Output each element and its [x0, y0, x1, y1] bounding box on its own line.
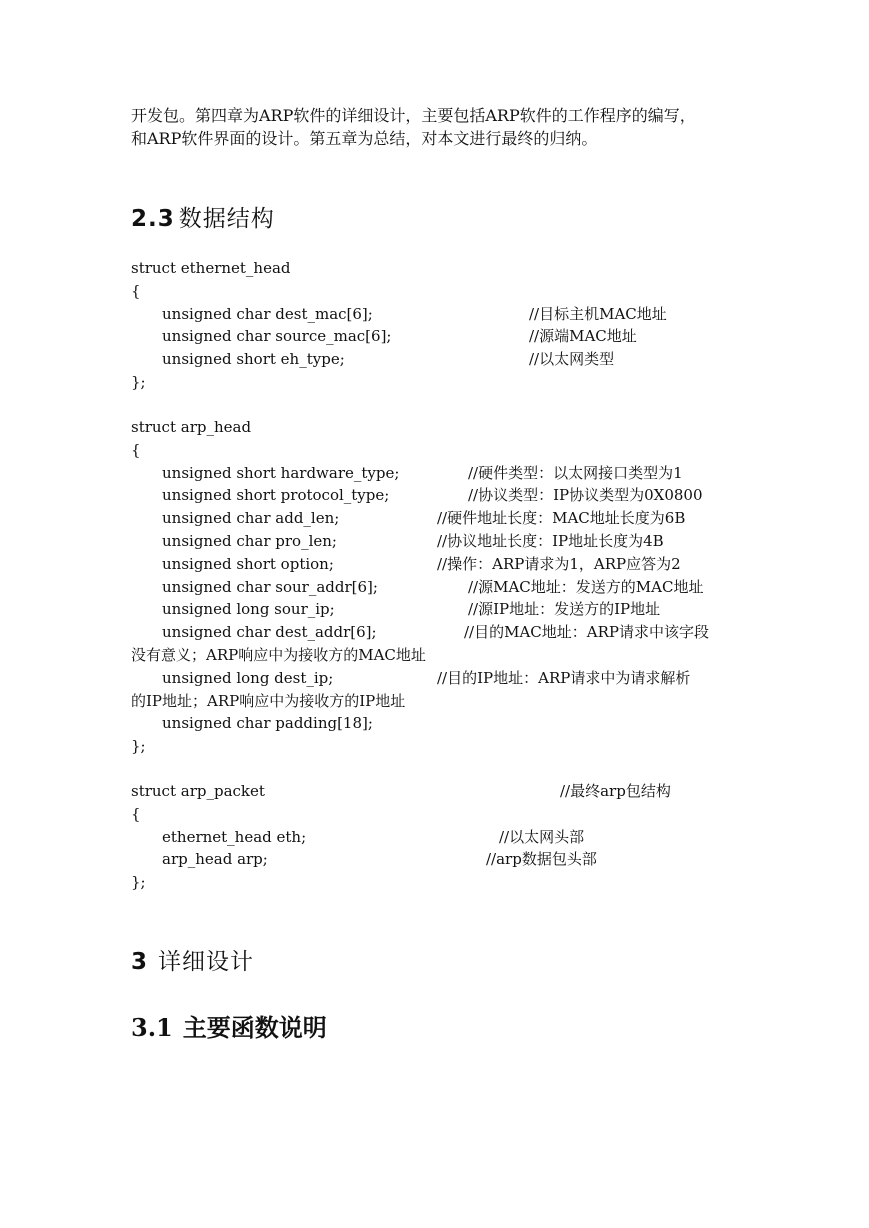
code-line: unsigned char padding[18];	[162, 714, 373, 733]
struct-comment: //最终arp包结构	[560, 782, 671, 800]
code-arp-head	[131, 416, 761, 758]
code-ethernet-head	[131, 257, 761, 394]
intro-paragraph	[131, 104, 751, 150]
brace-close: };	[131, 873, 146, 892]
code-line: arp_head arp; //arp数据包头部	[162, 850, 597, 869]
code-line-wrap: 没有意义；ARP响应中为接收方的MAC地址	[131, 645, 426, 664]
brace-open: {	[131, 281, 141, 300]
code-arp-packet	[131, 780, 761, 894]
section-3-1-heading	[131, 1008, 327, 1043]
section-title: 详细设计	[158, 949, 255, 975]
code-line: unsigned short protocol_type; //协议类型：IP协议类型为0X0800	[162, 486, 703, 505]
code-line: unsigned char sour_addr[6]; //源MAC地址：发送方的MAC地址	[162, 577, 704, 596]
section-number: 3.1	[131, 1013, 173, 1042]
struct-decl: struct ethernet_head	[131, 259, 291, 277]
code-line: unsigned long sour_ip; //源IP地址：发送方的IP地址	[162, 600, 661, 619]
code-line: unsigned char pro_len; //协议地址长度：IP地址长度为4B	[162, 531, 664, 550]
section-3-heading	[131, 943, 254, 976]
intro-line-1: 开发包。第四章为ARP软件的详细设计，主要包括ARP软件的工作程序的编写，	[131, 106, 696, 125]
brace-open: {	[131, 804, 141, 823]
code-line-wrap: 的IP地址；ARP响应中为接收方的IP地址	[131, 691, 406, 710]
section-number: 3	[131, 949, 149, 975]
brace-close: };	[131, 737, 146, 756]
section-title: 主要函数说明	[182, 1013, 327, 1042]
code-line: unsigned long dest_ip; //目的IP地址：ARP请求中为请求解析	[162, 668, 691, 687]
struct-decl: struct arp_packet	[131, 782, 265, 800]
struct-decl: struct arp_head	[131, 418, 252, 436]
code-line: ethernet_head eth; //以太网头部	[162, 827, 585, 846]
section-2-3-heading	[131, 200, 275, 233]
code-line: unsigned short eh_type; //以太网类型	[162, 350, 615, 369]
code-line: unsigned char source_mac[6]; //源端MAC地址	[162, 327, 637, 346]
brace-close: };	[131, 372, 146, 391]
code-line: unsigned char add_len; //硬件地址长度：MAC地址长度为6B	[162, 509, 686, 528]
brace-open: {	[131, 440, 141, 459]
intro-line-2: 和ARP软件界面的设计。第五章为总结，对本文进行最终的归纳。	[131, 129, 598, 148]
section-number: 2.3	[131, 206, 175, 232]
code-line: unsigned short option; //操作：ARP请求为1，ARP应答为2	[162, 554, 681, 573]
code-line: unsigned char dest_addr[6]; //目的MAC地址：ARP请求中该字段	[162, 623, 709, 642]
code-line: unsigned char dest_mac[6]; //目标主机MAC地址	[162, 304, 667, 323]
section-title: 数据结构	[178, 206, 275, 232]
code-line: unsigned short hardware_type; //硬件类型：以太网接口类型为1	[162, 463, 683, 482]
